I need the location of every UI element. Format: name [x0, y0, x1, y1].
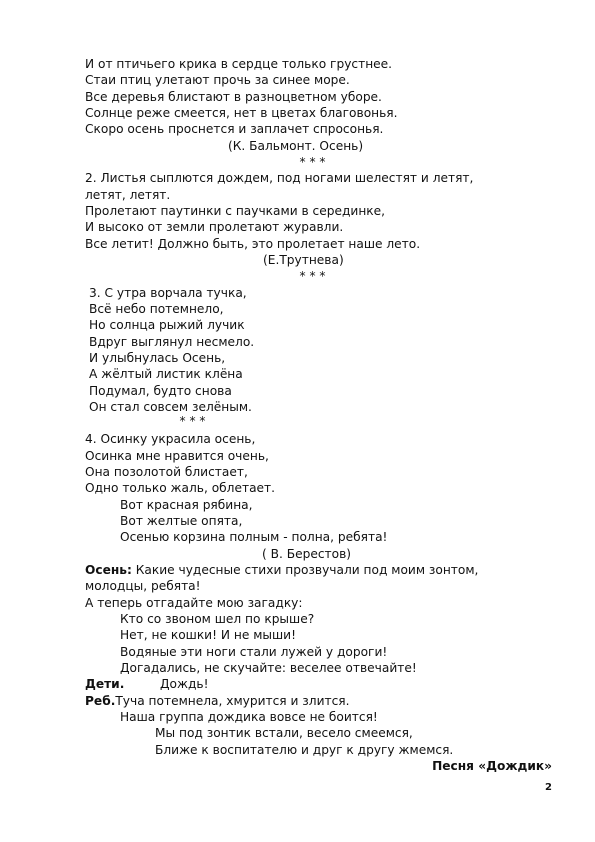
poem-line: И высоко от земли пролетают журавли.: [85, 220, 344, 234]
poem-line: 3. С утра ворчала тучка,: [89, 286, 247, 300]
poem-line: Но солнца рыжий лучик: [89, 318, 245, 332]
poem-line: 2. Листья сыплются дождем, под ногами шелестят и летят,: [85, 171, 474, 185]
poem-line: 4. Осинку украсила осень,: [85, 432, 256, 446]
dialogue-line: Мы под зонтик встали, весело смеемся,: [155, 726, 413, 740]
page-number: 2: [545, 782, 552, 793]
poem-line: Вдруг выглянул несмело.: [89, 335, 255, 349]
section-separator: * * *: [179, 414, 206, 428]
speaker-label: Дети.: [85, 677, 125, 691]
dialogue-line: [85, 562, 478, 578]
section-separator: * * *: [299, 155, 326, 169]
dialogue-line: [85, 693, 350, 709]
dialogue-line: молодцы, ребята!: [85, 579, 201, 593]
poem-line: Он стал совсем зелёным.: [89, 400, 252, 414]
poem-line: Всё небо потемнело,: [89, 302, 224, 316]
poem-line: Осенью корзина полным - полна, ребята!: [120, 530, 388, 544]
poem-line: И улыбнулась Осень,: [89, 351, 226, 365]
poem-line: Солнце реже смеется, нет в цветах благовонья.: [85, 106, 398, 120]
poem-line: Подумал, будто снова: [89, 384, 232, 398]
poem-credit: (Е.Трутнева): [263, 253, 344, 267]
poem-line: Пролетают паутинки с паучками в серединке,: [85, 204, 386, 218]
dialogue-line: А теперь отгадайте мою загадку:: [85, 596, 303, 610]
song-title: Песня «Дождик»: [432, 759, 552, 773]
dialogue-line: Наша группа дождика вовсе не боится!: [120, 710, 378, 724]
poem-credit: ( В. Берестов): [262, 547, 352, 561]
poem-credit: (К. Бальмонт. Осень): [228, 139, 364, 153]
poem-line: Она позолотой блистает,: [85, 465, 248, 479]
riddle-line: Кто со звоном шел по крыше?: [120, 612, 315, 626]
poem-line: летят, летят.: [85, 188, 171, 202]
poem-line: Все деревья блистают в разноцветном уборе.: [85, 90, 382, 104]
riddle-line: Нет, не кошки! И не мыши!: [120, 628, 296, 642]
speaker-label: Осень:: [85, 563, 132, 577]
poem-line: А жёлтый листик клёна: [89, 367, 243, 381]
poem-line: Стаи птиц улетают прочь за синее море.: [85, 73, 350, 87]
poem-line: Скоро осень проснется и заплачет спросонья.: [85, 122, 384, 136]
dialogue-text: Туча потемнела, хмурится и злится.: [115, 694, 350, 708]
poem-line: Вот желтые опята,: [120, 514, 243, 528]
riddle-line: Догадались, не скучайте: веселее отвечайте!: [120, 661, 417, 675]
poem-line: И от птичьего крика в сердце только грустнее.: [85, 57, 393, 71]
poem-line: Одно только жаль, облетает.: [85, 481, 276, 495]
dialogue-line: Ближе к воспитателю и друг к другу жмемся.: [155, 743, 454, 757]
poem-line: Осинка мне нравится очень,: [85, 449, 269, 463]
speaker-label: Реб.: [85, 694, 116, 708]
poem-line: Все летит! Должно быть, это пролетает наше лето.: [85, 237, 421, 251]
dialogue-text: Дождь!: [160, 677, 209, 691]
dialogue-text: Какие чудесные стихи прозвучали под моим зонтом,: [131, 563, 479, 577]
section-separator: * * *: [299, 269, 326, 283]
poem-line: Вот красная рябина,: [120, 498, 253, 512]
riddle-line: Водяные эти ноги стали лужей у дороги!: [120, 645, 388, 659]
dialogue-line: [85, 676, 124, 692]
